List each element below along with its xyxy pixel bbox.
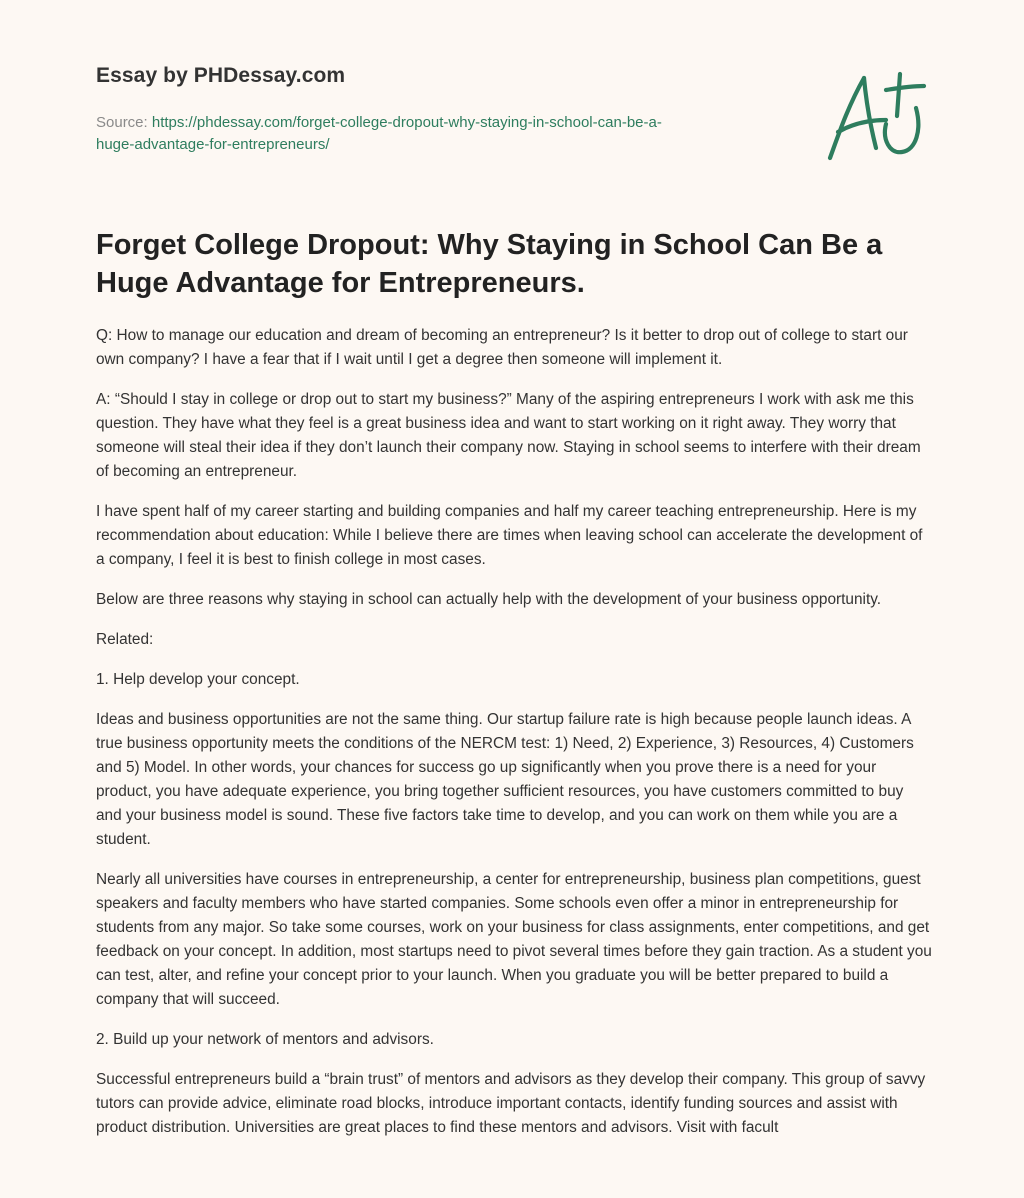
a-plus-logo [820, 66, 930, 166]
source-label: Source: [96, 114, 148, 131]
site-title: Essay by PHDessay.com [96, 64, 346, 87]
paragraph-recommendation: I have spent half of my career starting and building companies and half my career teaching entrepreneurship. Here is my recommendation about education: While I believe there are times when leaving school can accelerate the development of a company, I feel it is best to finish college in most cases. [96, 503, 923, 568]
source-link[interactable] [96, 114, 662, 153]
heading-reason-2: 2. Build up your network of mentors and advisors. [96, 1031, 434, 1048]
essay-title: Forget College Dropout: Why Staying in School Can Be a Huge Advantage for Entrepreneurs. [96, 229, 883, 299]
source-url-line1: https://phdessay.com/forget-college-dropout-why-staying-in-school-can-be-a- [151, 114, 662, 131]
essay-body [96, 324, 932, 1156]
a-plus-logo-icon [820, 66, 930, 166]
heading-reason-1: 1. Help develop your concept. [96, 671, 300, 688]
paragraph-related: Related: [96, 631, 154, 648]
paragraph-reason-2: Successful entrepreneurs build a “brain trust” of mentors and advisors as they develop their company. This group of savvy tutors can provide advice, eliminate road blocks, introduce important contacts, identify funding sources and assist with product distribution. Universities are great places to find these mentors and advisors. Visit with facult [96, 1071, 926, 1136]
paragraph-answer: A: “Should I stay in college or drop out to start my business?” Many of the aspiring entrepreneurs I work with ask me this question. They have what they feel is a great business idea and want to start working on it right away. They worry that someone will steal their idea if they don’t launch their company now. Staying in school seems to interfere with their dream of becoming an entrepreneur. [96, 391, 921, 480]
source-line [96, 112, 766, 156]
source-url-line2: huge-advantage-for-entrepreneurs/ [96, 136, 330, 153]
paragraph-reason-1-a: Ideas and business opportunities are not the same thing. Our startup failure rate is high because people launch ideas. A true business opportunity meets the conditions of the NERCM test: 1) Need, 2) Experience, 3) Resources, 4) Customers and 5) Model. In other words, your chances for success go up significantly when you prove there is a need for your product, you have adequate experience, you bring together sufficient resources, you have customers committed to buy and your business model is sound. These five factors take time to develop, and you can work on them while you are a student. [96, 711, 914, 848]
paragraph-reasons-intro: Below are three reasons why staying in school can actually help with the development of your business opportunity. [96, 591, 882, 608]
paragraph-reason-1-b: Nearly all universities have courses in entrepreneurship, a center for entrepreneurship, business plan competitions, guest speakers and faculty members who have started companies. Some schools even offer a minor in entrepreneurship for students from any major. So take some courses, work on your business for class assignments, enter competitions, and get feedback on your concept. In addition, most startups need to pivot several times before they gain traction. As a student you can test, alter, and refine your concept prior to your launch. When you graduate you will be better prepared to build a company that will succeed. [96, 871, 932, 1008]
paragraph-question: Q: How to manage our education and dream of becoming an entrepreneur? Is it better to drop out of college to start our own company? I have a fear that if I wait until I get a degree then someone will implement it. [96, 327, 908, 368]
